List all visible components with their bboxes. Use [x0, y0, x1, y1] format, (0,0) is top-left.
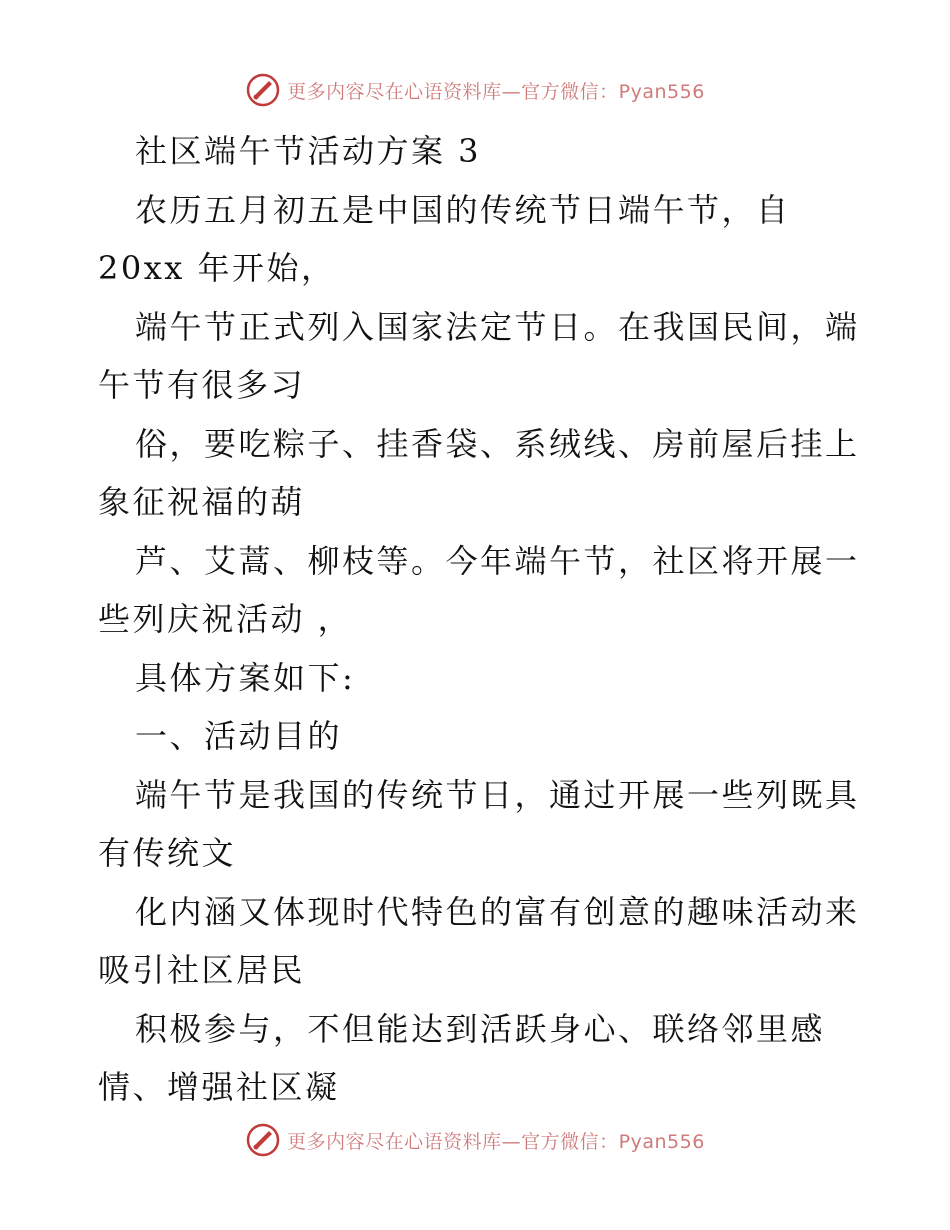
text-line: 一、活动目的	[135, 717, 343, 755]
text-line: 象征祝福的葫	[98, 483, 306, 521]
text-line: 农历五月初五是中国的传统节日端午节，自	[135, 190, 791, 229]
text-line: 积极参与，不但能达到活跃身心、联络邻里感	[135, 1009, 826, 1048]
footer-watermark	[0, 1122, 950, 1158]
watermark-logo-icon	[245, 72, 281, 108]
text-line: 具体方案如下:	[135, 658, 356, 697]
text-line: 些列庆祝活动 ，	[98, 600, 353, 638]
watermark-text: 更多内容尽在心语资料库—官方微信：Pyan556	[287, 80, 705, 103]
watermark-logo-icon	[245, 1122, 281, 1158]
document-body	[98, 122, 858, 1117]
text-line: 端午节正式列入国家法定节日。在我国民间，端	[135, 307, 860, 346]
text-line: 午节有很多习	[98, 366, 306, 404]
text-line: 吸引社区居民	[98, 951, 306, 989]
watermark-text: 更多内容尽在心语资料库—官方微信：Pyan556	[287, 1130, 705, 1153]
text-line: 端午节是我国的传统节日，通过开展一些列既具	[135, 775, 860, 814]
text-line: 芦、艾蒿、柳枝等。今年端午节，社区将开展一	[135, 541, 860, 580]
header-watermark	[0, 72, 950, 108]
text-line: 有传统文	[98, 834, 237, 872]
text-line: 俗，要吃粽子、挂香袋、系绒线、房前屋后挂上	[135, 424, 860, 463]
text-line: 社区端午节活动方案 3	[135, 132, 482, 170]
text-line: 化内涵又体现时代特色的富有创意的趣味活动来	[135, 892, 860, 931]
text-line: 20xx 年开始，	[98, 249, 336, 287]
text-line: 情、增强社区凝	[98, 1068, 340, 1106]
